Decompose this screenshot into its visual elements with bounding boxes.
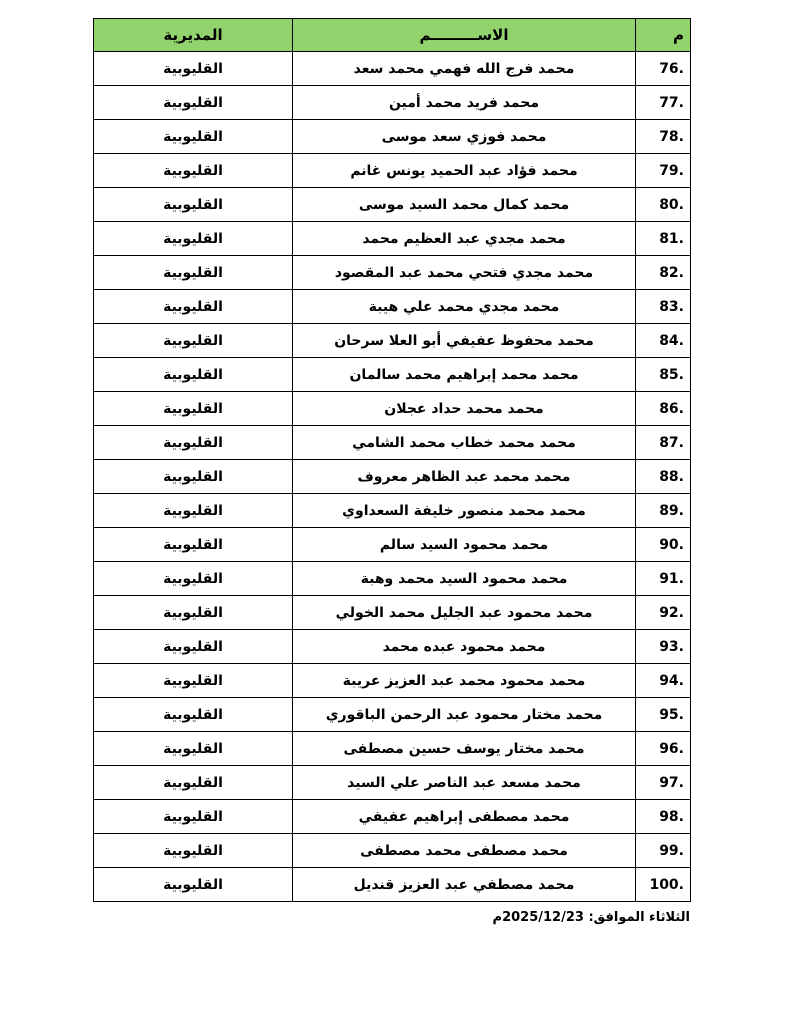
table-row — [94, 358, 691, 392]
table-row — [94, 494, 691, 528]
row-name: محمد مجدي عبد العظيم محمد — [293, 222, 636, 256]
row-name: محمد محمود عبد الجليل محمد الخولي — [293, 596, 636, 630]
row-number: 93. — [636, 630, 691, 664]
row-number: 95. — [636, 698, 691, 732]
row-directorate: القليوبية — [94, 698, 293, 732]
row-number: 89. — [636, 494, 691, 528]
row-directorate: القليوبية — [94, 800, 293, 834]
row-name: محمد مسعد عبد الناصر علي السيد — [293, 766, 636, 800]
row-directorate: القليوبية — [94, 562, 293, 596]
header-number: م — [636, 19, 691, 52]
row-directorate: القليوبية — [94, 188, 293, 222]
table-row — [94, 154, 691, 188]
row-name: محمد محمد خطاب محمد الشامي — [293, 426, 636, 460]
row-name: محمد فريد محمد أمين — [293, 86, 636, 120]
row-directorate: القليوبية — [94, 256, 293, 290]
row-number: 91. — [636, 562, 691, 596]
row-name: محمد محمد عبد الظاهر معروف — [293, 460, 636, 494]
row-directorate: القليوبية — [94, 290, 293, 324]
table-row — [94, 256, 691, 290]
table-row — [94, 392, 691, 426]
table-row — [94, 596, 691, 630]
row-number: 88. — [636, 460, 691, 494]
table-body — [94, 52, 691, 902]
row-number: 90. — [636, 528, 691, 562]
table-row — [94, 732, 691, 766]
row-number: 87. — [636, 426, 691, 460]
row-name: محمد محمد إبراهيم محمد سالمان — [293, 358, 636, 392]
table-row — [94, 120, 691, 154]
row-name: محمد محمود السيد محمد وهبة — [293, 562, 636, 596]
row-number: 99. — [636, 834, 691, 868]
table-row — [94, 834, 691, 868]
row-name: محمد محمد منصور خليفة السعداوي — [293, 494, 636, 528]
row-number: 81. — [636, 222, 691, 256]
row-directorate: القليوبية — [94, 358, 293, 392]
row-name: محمد محمد حداد عجلان — [293, 392, 636, 426]
table-row — [94, 698, 691, 732]
row-directorate: القليوبية — [94, 766, 293, 800]
row-directorate: القليوبية — [94, 630, 293, 664]
row-name: محمد مختار يوسف حسين مصطفى — [293, 732, 636, 766]
row-name: محمد محفوظ عفيفي أبو العلا سرحان — [293, 324, 636, 358]
row-number: 79. — [636, 154, 691, 188]
row-directorate: القليوبية — [94, 834, 293, 868]
row-number: 98. — [636, 800, 691, 834]
row-name: محمد فرج الله فهمي محمد سعد — [293, 52, 636, 86]
table-row — [94, 868, 691, 902]
table-row — [94, 426, 691, 460]
header-directorate: المديرية — [94, 19, 293, 52]
row-name: محمد محمود محمد عبد العزيز عريبة — [293, 664, 636, 698]
date-footer: الثلاثاء الموافق: 2025/12/23م — [492, 910, 690, 925]
table-row — [94, 222, 691, 256]
names-table — [93, 18, 691, 902]
table-row — [94, 766, 691, 800]
row-name: محمد مصطفى إبراهيم عفيفي — [293, 800, 636, 834]
row-directorate: القليوبية — [94, 732, 293, 766]
row-name: محمد كمال محمد السيد موسى — [293, 188, 636, 222]
table-row — [94, 52, 691, 86]
row-name: محمد مصطفى محمد مصطفى — [293, 834, 636, 868]
row-directorate: القليوبية — [94, 596, 293, 630]
table-row — [94, 664, 691, 698]
row-number: 82. — [636, 256, 691, 290]
row-number: 96. — [636, 732, 691, 766]
row-directorate: القليوبية — [94, 392, 293, 426]
row-number: 85. — [636, 358, 691, 392]
table-header — [94, 19, 691, 52]
row-number: 94. — [636, 664, 691, 698]
row-directorate: القليوبية — [94, 868, 293, 902]
row-directorate: القليوبية — [94, 222, 293, 256]
row-directorate: القليوبية — [94, 86, 293, 120]
table-row — [94, 562, 691, 596]
table-row — [94, 290, 691, 324]
table-row — [94, 630, 691, 664]
row-directorate: القليوبية — [94, 494, 293, 528]
row-number: 83. — [636, 290, 691, 324]
row-directorate: القليوبية — [94, 120, 293, 154]
row-directorate: القليوبية — [94, 324, 293, 358]
row-name: محمد فؤاد عبد الحميد يونس غانم — [293, 154, 636, 188]
table-row — [94, 460, 691, 494]
row-name: محمد محمود عبده محمد — [293, 630, 636, 664]
row-number: 97. — [636, 766, 691, 800]
row-directorate: القليوبية — [94, 664, 293, 698]
row-name: محمد مصطفي عبد العزيز قنديل — [293, 868, 636, 902]
row-number: 86. — [636, 392, 691, 426]
row-name: محمد محمود السيد سالم — [293, 528, 636, 562]
row-number: 84. — [636, 324, 691, 358]
row-directorate: القليوبية — [94, 52, 293, 86]
row-directorate: القليوبية — [94, 460, 293, 494]
header-name: الاســـــــــم — [293, 19, 636, 52]
table-row — [94, 324, 691, 358]
table-row — [94, 528, 691, 562]
row-number: 100. — [636, 868, 691, 902]
row-name: محمد مجدي محمد علي هيبة — [293, 290, 636, 324]
row-directorate: القليوبية — [94, 426, 293, 460]
row-name: محمد فوزي سعد موسى — [293, 120, 636, 154]
row-directorate: القليوبية — [94, 154, 293, 188]
row-number: 77. — [636, 86, 691, 120]
table-row — [94, 188, 691, 222]
row-directorate: القليوبية — [94, 528, 293, 562]
row-number: 78. — [636, 120, 691, 154]
row-name: محمد مجدي فتحي محمد عبد المقصود — [293, 256, 636, 290]
row-number: 76. — [636, 52, 691, 86]
table-row — [94, 86, 691, 120]
row-number: 92. — [636, 596, 691, 630]
row-number: 80. — [636, 188, 691, 222]
header-row — [94, 19, 691, 52]
row-name: محمد مختار محمود عبد الرحمن الباقوري — [293, 698, 636, 732]
table-row — [94, 800, 691, 834]
